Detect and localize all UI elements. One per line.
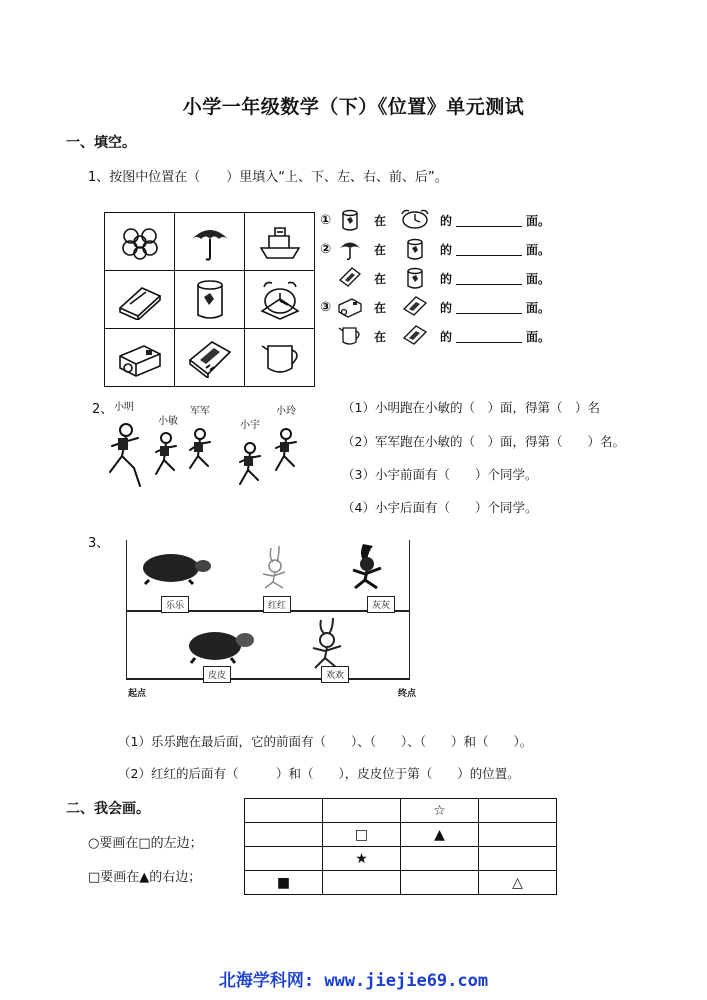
grid-cell[interactable] [401, 847, 479, 871]
zai-text: 在 [374, 242, 387, 257]
fill-row-5 [320, 324, 550, 348]
grid-cell[interactable] [479, 799, 557, 823]
race-lane-line [127, 678, 409, 680]
label-honghong: 红红 [263, 596, 291, 613]
grid-cell[interactable] [479, 823, 557, 847]
turtle-icon [181, 624, 257, 664]
teapot-icon [258, 338, 302, 378]
label-huanhuan: 欢欢 [321, 666, 349, 683]
zai-text: 在 [374, 329, 387, 344]
calculator-icon [338, 266, 362, 290]
runner-name-xiaoming: 小明 [114, 402, 134, 413]
fill-row-3 [320, 266, 550, 290]
de-text: 的 [440, 271, 453, 286]
fill-row-1 [320, 208, 550, 232]
q2-item-3: （3）小宇前面有（ ）个同学。 [342, 467, 538, 482]
cup-icon [398, 266, 432, 290]
cup-icon [338, 208, 362, 232]
q1-picture-grid [104, 212, 315, 387]
grid-cell-book [105, 271, 175, 329]
answer-blank[interactable] [456, 243, 522, 256]
fill-row-4 [320, 295, 550, 319]
answer-blank[interactable] [456, 272, 522, 285]
pencil-sharpener-icon [116, 338, 164, 378]
rabbit-icon [253, 544, 299, 590]
answer-blank[interactable] [456, 214, 522, 227]
grid-cell-teapot [245, 329, 315, 387]
umbrella-icon [338, 237, 362, 261]
ship-icon [257, 222, 303, 262]
mian-text: 面。 [526, 271, 551, 286]
fill-row-2 [320, 237, 550, 261]
q1-prompt: 1、按图中位置在（ ）里填入“上、下、左、右、前、后”。 [88, 170, 448, 185]
de-text: 的 [440, 213, 453, 228]
grid-cell[interactable] [245, 823, 323, 847]
grid-row [245, 823, 557, 847]
grid-cell[interactable]: △ [479, 871, 557, 895]
grid-cell[interactable] [323, 871, 401, 895]
cup-icon [398, 237, 432, 261]
q2-item-1: （1）小明跑在小敏的（ ）面，得第（ ）名 [342, 400, 600, 415]
grid-cell-alarm-clock [245, 271, 315, 329]
drawing-grid [244, 798, 557, 895]
draw-instruction-1: ○要画在□的左边； [88, 836, 203, 851]
grid-cell[interactable] [245, 847, 323, 871]
de-text: 的 [440, 242, 453, 257]
de-text: 的 [440, 300, 453, 315]
grid-cell[interactable] [245, 799, 323, 823]
rabbit-icon [343, 542, 397, 592]
grid-cell-calculator [175, 329, 245, 387]
answer-blank[interactable] [456, 330, 522, 343]
grid-row [245, 847, 557, 871]
grid-cell[interactable]: ■ [245, 871, 323, 895]
grid-cell[interactable]: ★ [323, 847, 401, 871]
alarm-clock-icon [258, 279, 302, 321]
q2-number: 2、 [92, 402, 114, 417]
de-text: 的 [440, 329, 453, 344]
section1-heading: 一、填空。 [66, 135, 136, 151]
grid-cell-ship [245, 213, 315, 271]
alarm-clock-icon [398, 208, 432, 232]
teapot-icon [338, 324, 362, 348]
runner-name-junjun: 军军 [190, 406, 210, 417]
q2-item-4: （4）小宇后面有（ ）个同学。 [342, 500, 538, 515]
start-label: 起点 [128, 689, 147, 699]
mian-text: 面。 [526, 242, 551, 257]
pencil-sharpener-icon [338, 295, 362, 319]
runner-name-xiaoyu: 小宇 [240, 420, 260, 431]
q3-item-2: （2）红红的后面有（ ）和（ ），皮皮位于第（ ）的位置。 [118, 766, 520, 781]
answer-blank[interactable] [456, 301, 522, 314]
q3-number: 3、 [88, 536, 110, 551]
grid-cell-cup [175, 271, 245, 329]
q2-item-2: （2）军军跑在小敏的（ ）面，得第（ ）名。 [342, 434, 625, 449]
q3-item-1: （1）乐乐跑在最后面，它的前面有（ ）、（ ）、（ ）和（ ）。 [118, 734, 533, 749]
grid-cell[interactable] [479, 847, 557, 871]
mian-text: 面。 [526, 300, 551, 315]
grid-cell[interactable]: ☆ [401, 799, 479, 823]
footer-watermark: 北海学科网: www.jiejie69.com [218, 971, 489, 991]
grid-cell-flower [105, 213, 175, 271]
section2-heading: 二、我会画。 [66, 801, 150, 817]
zai-text: 在 [374, 213, 387, 228]
grid-cell[interactable]: ▲ [401, 823, 479, 847]
grid-cell-pencil-sharpener [105, 329, 175, 387]
finish-label: 终点 [398, 689, 417, 699]
grid-cell[interactable]: □ [323, 823, 401, 847]
calculator-icon [398, 295, 432, 319]
calculator-icon [398, 324, 432, 348]
page-title: 小学一年级数学（下）《位置》单元测试 [182, 96, 525, 118]
runners-icon [100, 412, 320, 498]
mian-text: 面。 [526, 329, 551, 344]
grid-row [245, 871, 557, 895]
label-lele: 乐乐 [161, 596, 189, 613]
umbrella-icon [188, 221, 232, 263]
runner-name-xiaomin: 小敏 [158, 416, 178, 427]
label-huihui: 灰灰 [367, 596, 395, 613]
q2-runners-illustration [100, 398, 320, 498]
q1-fill-rows [320, 206, 560, 346]
flower-icon [118, 222, 162, 262]
grid-cell-umbrella [175, 213, 245, 271]
turtle-icon [137, 546, 213, 586]
grid-cell[interactable] [323, 799, 401, 823]
draw-instruction-2: □要画在▲的右边； [88, 870, 202, 885]
grid-cell[interactable] [401, 871, 479, 895]
label-pipi: 皮皮 [203, 666, 231, 683]
row-number: ③ [320, 299, 332, 315]
mian-text: 面。 [526, 213, 551, 228]
zai-text: 在 [374, 300, 387, 315]
row-number: ① [320, 212, 332, 228]
cup-icon [192, 279, 228, 321]
calculator-icon [186, 338, 234, 378]
runner-name-xiaoling: 小玲 [276, 406, 296, 417]
grid-row [245, 799, 557, 823]
rabbit-icon [303, 616, 357, 672]
zai-text: 在 [374, 271, 387, 286]
book-icon [116, 280, 164, 320]
row-number: ② [320, 241, 332, 257]
q3-race-illustration [126, 540, 410, 680]
